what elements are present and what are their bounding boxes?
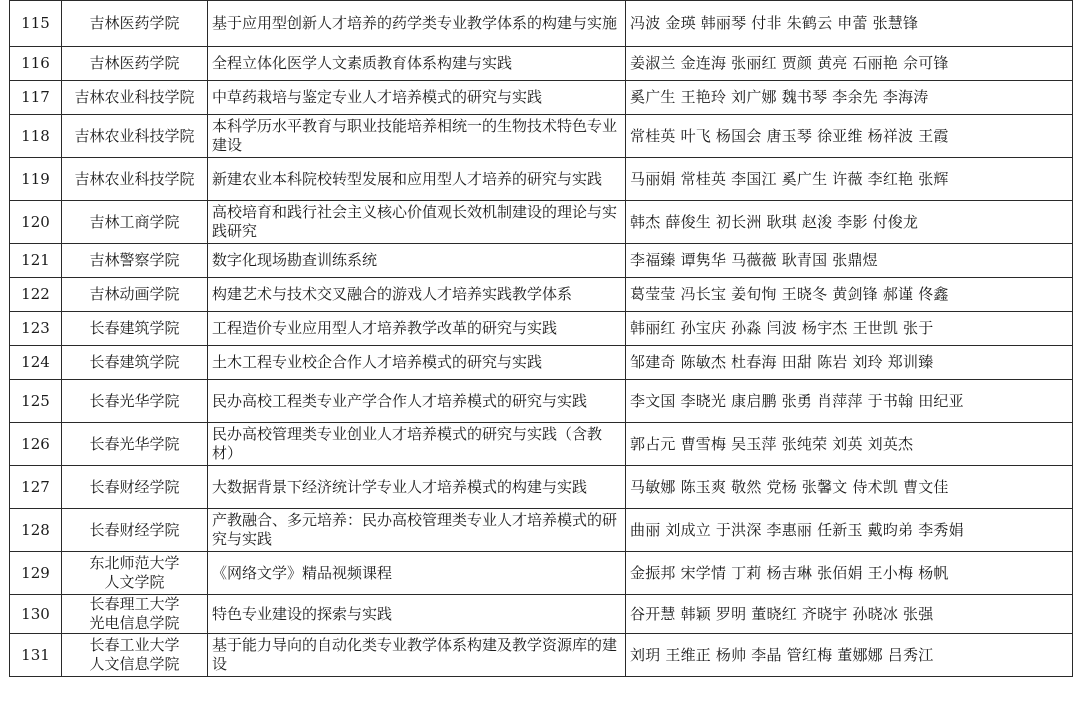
- table-row: [10, 380, 1073, 423]
- row-number: 127: [10, 466, 62, 509]
- row-number: 126: [10, 423, 62, 466]
- project-title: 大数据背景下经济统计学专业人才培养模式的构建与实践: [208, 466, 626, 509]
- table-row: [10, 81, 1073, 115]
- table-row: [10, 244, 1073, 278]
- project-title: 工程造价专业应用型人才培养教学改革的研究与实践: [208, 312, 626, 346]
- school-cell: [62, 115, 208, 158]
- table-row: [10, 552, 1073, 595]
- school-name-line: 吉林农业科技学院: [74, 126, 195, 145]
- school-name-line: 吉林动画学院: [89, 285, 180, 303]
- member-list: 金振邦 宋学情 丁莉 杨吉琳 张佰娟 王小梅 杨帆: [626, 552, 1073, 595]
- table-row: [10, 595, 1073, 634]
- project-title: 构建艺术与技术交叉融合的游戏人才培养实践教学体系: [208, 278, 626, 312]
- table-row: [10, 1, 1073, 47]
- school-cell: [62, 278, 208, 312]
- school-name-line: 长春理工大学: [89, 595, 180, 613]
- table-row: [10, 312, 1073, 346]
- table-row: [10, 115, 1073, 158]
- row-number: 129: [10, 552, 62, 595]
- member-list: 常桂英 叶飞 杨国会 唐玉琴 徐亚维 杨祥波 王霞: [626, 115, 1073, 158]
- member-list: 谷开慧 韩颖 罗明 董晓红 齐晓宇 孙晓冰 张强: [626, 595, 1073, 634]
- school-name-line: 光电信息学院: [89, 614, 180, 632]
- school-name-line: 吉林农业科技学院: [74, 88, 195, 106]
- row-number: 125: [10, 380, 62, 423]
- member-list: 奚广生 王艳玲 刘广娜 魏书琴 李余先 李海涛: [626, 81, 1073, 115]
- member-list: 刘玥 王维正 杨帅 李晶 管红梅 董娜娜 吕秀江: [626, 634, 1073, 677]
- school-cell: [62, 380, 208, 423]
- school-name-line: 长春财经学院: [89, 520, 180, 539]
- row-number: 123: [10, 312, 62, 346]
- school-cell: [62, 1, 208, 47]
- project-title: 中草药栽培与鉴定专业人才培养模式的研究与实践: [208, 81, 626, 115]
- school-name-line: 吉林医药学院: [89, 54, 180, 72]
- row-number: 131: [10, 634, 62, 677]
- row-number: 128: [10, 509, 62, 552]
- row-number: 122: [10, 278, 62, 312]
- school-name-line: 东北师范大学: [89, 554, 180, 572]
- school-cell: [62, 244, 208, 278]
- school-cell: [62, 509, 208, 552]
- row-number: 116: [10, 47, 62, 81]
- award-table-body: [10, 1, 1073, 677]
- member-list: 马丽娟 常桂英 李国江 奚广生 许薇 李红艳 张辉: [626, 158, 1073, 201]
- school-name-line: 长春光华学院: [89, 434, 180, 453]
- project-title: 全程立体化医学人文素质教育体系构建与实践: [208, 47, 626, 81]
- school-name-line: 长春工业大学: [89, 636, 180, 654]
- school-name-line: 长春光华学院: [89, 391, 180, 410]
- school-cell: [62, 423, 208, 466]
- row-number: 118: [10, 115, 62, 158]
- member-list: 姜淑兰 金连海 张丽红 贾颜 黄亮 石丽艳 佘可锋: [626, 47, 1073, 81]
- award-table: [9, 0, 1073, 677]
- member-list: 韩丽红 孙宝庆 孙淼 闫波 杨宇杰 王世凯 张于: [626, 312, 1073, 346]
- project-title: 数字化现场勘查训练系统: [208, 244, 626, 278]
- school-cell: [62, 595, 208, 634]
- school-cell: [62, 201, 208, 244]
- row-number: 130: [10, 595, 62, 634]
- row-number: 121: [10, 244, 62, 278]
- project-title: 《网络文学》精品视频课程: [208, 552, 626, 595]
- table-row: [10, 278, 1073, 312]
- project-title: 民办高校管理类专业创业人才培养模式的研究与实践（含教材）: [208, 423, 626, 466]
- school-name-line: 吉林警察学院: [89, 251, 180, 269]
- school-cell: [62, 312, 208, 346]
- project-title: 新建农业本科院校转型发展和应用型人才培养的研究与实践: [208, 158, 626, 201]
- project-title: 土木工程专业校企合作人才培养模式的研究与实践: [208, 346, 626, 380]
- project-title: 基于能力导向的自动化类专业教学体系构建及教学资源库的建设: [208, 634, 626, 677]
- project-title: 本科学历水平教育与职业技能培养相统一的生物技术特色专业建设: [208, 115, 626, 158]
- row-number: 115: [10, 1, 62, 47]
- row-number: 119: [10, 158, 62, 201]
- school-name-line: 长春建筑学院: [89, 353, 180, 371]
- member-list: 郭占元 曹雪梅 吴玉萍 张纯荣 刘英 刘英杰: [626, 423, 1073, 466]
- school-cell: [62, 466, 208, 509]
- school-name-line: 吉林农业科技学院: [74, 169, 195, 188]
- school-cell: [62, 346, 208, 380]
- row-number: 117: [10, 81, 62, 115]
- row-number: 124: [10, 346, 62, 380]
- table-row: [10, 509, 1073, 552]
- project-title: 基于应用型创新人才培养的药学类专业教学体系的构建与实施: [208, 1, 626, 47]
- member-list: 邹建奇 陈敏杰 杜春海 田甜 陈岩 刘玲 郑训臻: [626, 346, 1073, 380]
- school-cell: [62, 47, 208, 81]
- school-cell: [62, 158, 208, 201]
- school-name-line: 长春财经学院: [89, 477, 180, 496]
- project-title: 产教融合、多元培养：民办高校管理类专业人才培养模式的研究与实践: [208, 509, 626, 552]
- school-name-line: 人文信息学院: [89, 655, 180, 673]
- school-name-line: 吉林医药学院: [89, 14, 180, 32]
- member-list: 曲丽 刘成立 于洪深 李惠丽 任新玉 戴昀弟 李秀娟: [626, 509, 1073, 552]
- project-title: 高校培育和践行社会主义核心价值观长效机制建设的理论与实践研究: [208, 201, 626, 244]
- award-list-sheet: [9, 0, 1073, 677]
- school-cell: [62, 81, 208, 115]
- member-list: 葛莹莹 冯长宝 姜旬恂 王晓冬 黄剑锋 郝谨 佟鑫: [626, 278, 1073, 312]
- member-list: 马敏娜 陈玉爽 敬然 党杨 张馨文 侍术凯 曹文佳: [626, 466, 1073, 509]
- school-cell: [62, 552, 208, 595]
- school-name-line: 吉林工商学院: [89, 212, 180, 231]
- member-list: 韩杰 薛俊生 初长洲 耿琪 赵浚 李影 付俊龙: [626, 201, 1073, 244]
- member-list: 冯波 金瑛 韩丽琴 付非 朱鹤云 申蕾 张慧锋: [626, 1, 1073, 47]
- school-cell: [62, 634, 208, 677]
- project-title: 特色专业建设的探索与实践: [208, 595, 626, 634]
- table-row: [10, 346, 1073, 380]
- table-row: [10, 423, 1073, 466]
- school-name-line: 人文学院: [104, 573, 165, 591]
- table-row: [10, 634, 1073, 677]
- table-row: [10, 158, 1073, 201]
- project-title: 民办高校工程类专业产学合作人才培养模式的研究与实践: [208, 380, 626, 423]
- table-row: [10, 47, 1073, 81]
- row-number: 120: [10, 201, 62, 244]
- member-list: 李文国 李晓光 康启鹏 张勇 肖萍萍 于书翰 田纪亚: [626, 380, 1073, 423]
- table-row: [10, 466, 1073, 509]
- member-list: 李福臻 谭隽华 马薇薇 耿青国 张鼎煜: [626, 244, 1073, 278]
- table-row: [10, 201, 1073, 244]
- school-name-line: 长春建筑学院: [89, 319, 180, 337]
